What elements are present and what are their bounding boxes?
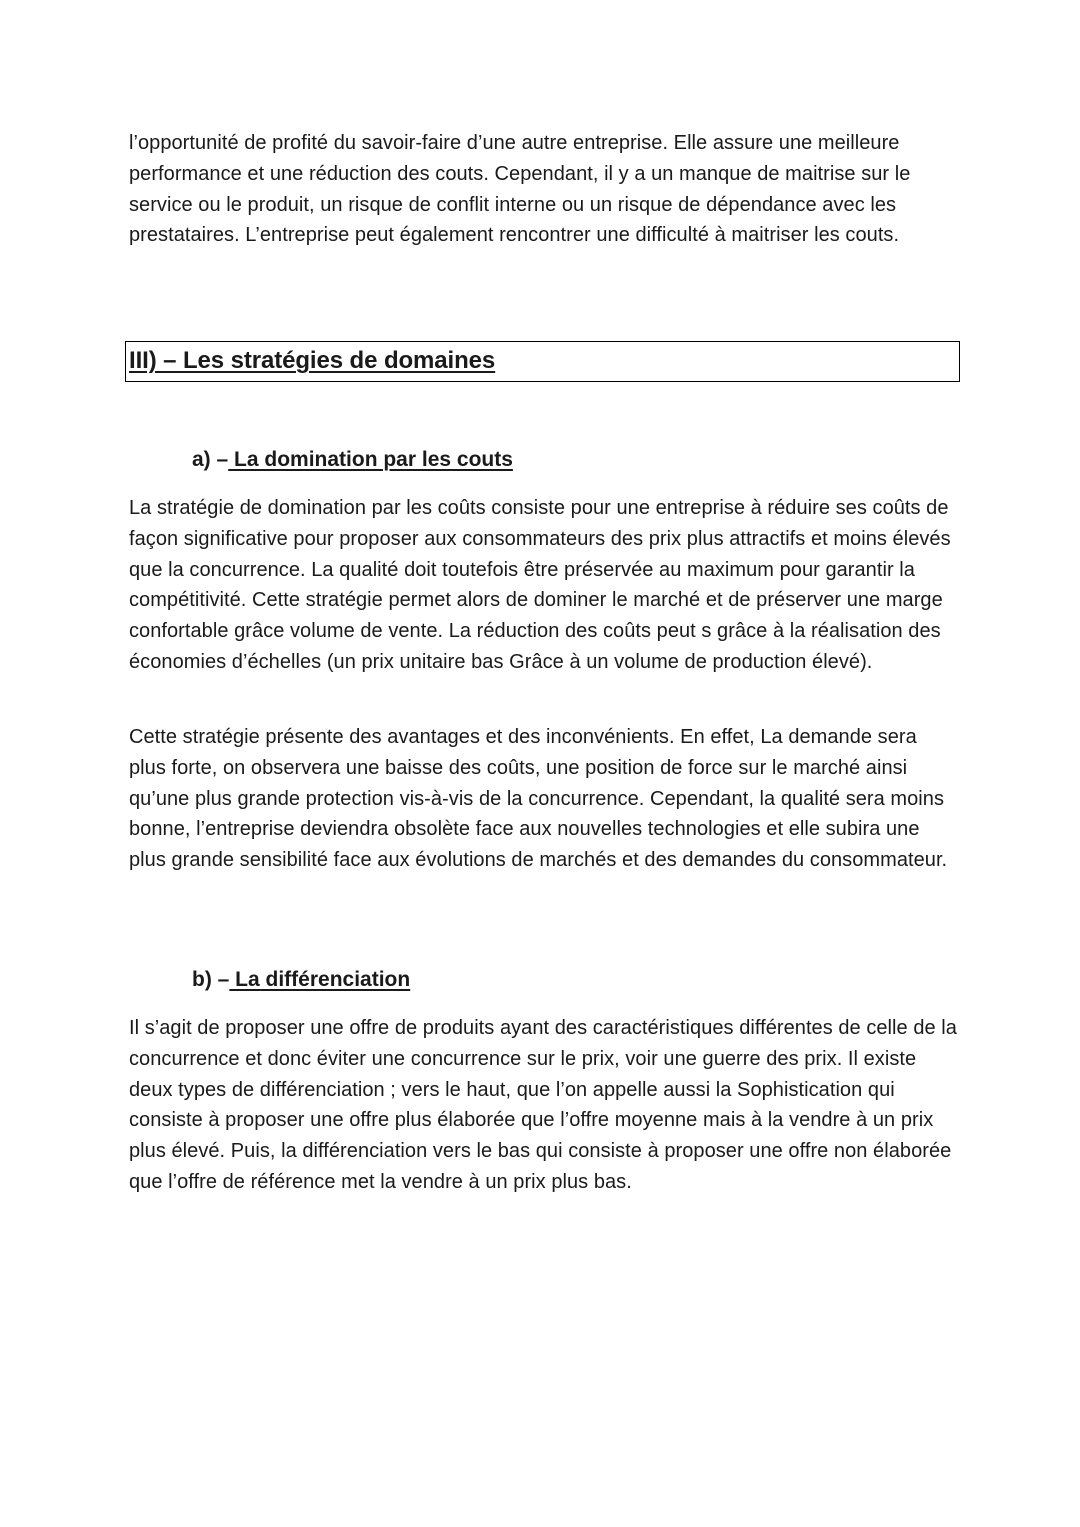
subsection-b-title: La différenciation: [229, 968, 411, 991]
subsection-a-heading: [192, 448, 513, 472]
section-title: III) – Les stratégies de domaines: [129, 347, 496, 374]
subsection-b-number: b) –: [192, 968, 230, 991]
subsection-a-paragraph-1: La stratégie de domination par les coûts consiste pour une entreprise à réduire ses coûts de façon significative pour proposer aux consommateurs des prix plus attractifs et moins élevés que la concurrence. La qualité doit toutefois être préservée au maximum pour garantir la compétitivité. Cette stratégie permet alors de dominer le marché et de préserver une marge confortable grâce volume de vente. La réduction des coûts peut s grâce à la réalisation des économies d’échelles (un prix unitaire bas Grâce à un volume de production élevé).: [129, 497, 951, 673]
intro-paragraph: l’opportunité de profité du savoir-faire d’une autre entreprise. Elle assure une meilleure performance et une réduction des couts. Cependant, il y a un manque de maitrise sur le service ou le produit, un risque de conflit interne ou un risque de dépendance avec les prestataires. L’entreprise peut également rencontrer une difficulté à maitriser les couts.: [129, 132, 911, 247]
subsection-a-title: La domination par les couts: [228, 448, 513, 471]
section-heading-box: [125, 341, 960, 382]
subsection-a-paragraph-2: Cette stratégie présente des avantages et des inconvénients. En effet, La demande sera plus forte, on observera une baisse des coûts, une position de force sur le marché ainsi qu’une plus grande protection vis-à-vis de la concurrence. Cependant, la qualité sera moins bonne, l’entreprise deviendra obsolète face aux nouvelles technologies et elle subira une plus grande sensibilité face aux évolutions de marchés et des demandes du consommateur.: [129, 726, 948, 872]
subsection-a-number: a) –: [192, 448, 229, 471]
subsection-b-heading: [192, 968, 410, 992]
subsection-b-paragraph-1: Il s’agit de proposer une offre de produits ayant des caractéristiques différentes de celle de la concurrence et donc éviter une concurrence sur le prix, voir une guerre des prix. Il existe deux types de différenciation ; vers le haut, que l’on appelle aussi la Sophistication qui consiste à proposer une offre plus élaborée que l’offre moyenne mais à la vendre à un prix plus élevé. Puis, la différenciation vers le bas qui consiste à proposer une offre non élaborée que l’offre de référence met la vendre à un prix plus bas.: [129, 1017, 957, 1193]
